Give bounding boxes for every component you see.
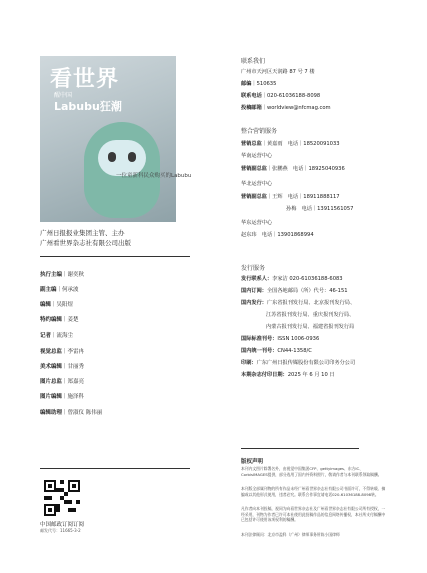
staff-role: 副主编	[40, 287, 57, 293]
qr-label: 中国邮政订阅订阅	[40, 522, 85, 528]
notice-title: 版权声明	[241, 459, 264, 465]
marketing-line: 华东运营中心	[241, 220, 273, 226]
contact-email: 投稿邮箱｜worldview@nfcmag.com	[241, 105, 331, 111]
staff-role: 记者	[40, 333, 52, 339]
marketing-line: 营销副总监｜王辉 电话｜18911888117	[241, 194, 340, 200]
postcode-label: 邮编	[241, 81, 252, 87]
staff-row: 特约编辑｜姜楚	[40, 317, 79, 323]
marketing-line-text: 王辉 电话｜18911888117	[272, 194, 340, 200]
staff-row: 视觉总监｜李雷冉	[40, 349, 85, 355]
cover-image	[40, 56, 176, 222]
distribution-line-text: CN44-1358/C	[277, 348, 312, 354]
contact-heading: 联系我们	[241, 58, 266, 65]
staff-row: 执行主编｜谢奕秋	[40, 272, 85, 278]
phone-value: 020-61036188-8098	[266, 93, 321, 99]
marketing-line: 营销副总监｜张鹏燕 电话｜18925040936	[241, 166, 345, 172]
marketing-line: 华南运营中心	[241, 153, 273, 159]
staff-name: 施泽科	[67, 394, 85, 400]
staff-role: 执行主编	[40, 272, 63, 278]
divider	[40, 256, 190, 257]
staff-role: 图片总监	[40, 379, 63, 385]
divider	[241, 448, 359, 449]
distribution-line-text: 李家洁 020-61036188-6083	[272, 276, 343, 282]
staff-role: 美术编辑	[40, 364, 63, 370]
postcode-value: 510635	[256, 81, 277, 87]
staff-name: 甘丽秀	[67, 364, 85, 370]
distribution-line	[241, 287, 348, 294]
staff-row: 图片编辑｜施泽科	[40, 394, 85, 400]
distribution-line-text: 广东省报刊发行局、北京报刊发行局、	[266, 300, 356, 306]
staff-role: 视觉总监	[40, 349, 63, 355]
distribution-line	[241, 299, 355, 306]
staff-role: 编辑助理	[40, 410, 63, 416]
staff-row: 记者｜流海尘	[40, 333, 74, 339]
cover-headline: Labubu狂潮	[54, 100, 122, 113]
distribution-line: 江苏省报刊发行局、重庆报刊发行局、	[266, 312, 355, 318]
distribution-line-label: 国内订阅：	[241, 288, 267, 294]
cover-figure-face	[98, 140, 146, 176]
staff-name: 李雷冉	[67, 349, 85, 355]
contact-phone: 联系电话｜020-61036188-8098	[241, 93, 321, 99]
distribution-line	[241, 275, 343, 282]
distribution-line-label: 印刷：	[241, 360, 257, 366]
phone-label: 联系电话	[241, 93, 262, 99]
marketing-line: 赵东玮 电话｜13901868994	[241, 232, 314, 238]
notice-paragraph: 凡作者向本刊投稿，视同为向看世界杂志社及广州看世界杂志社有限公司所有授权，一经采用，刊物为作者已许可本社使用此投稿作品的信息网络传播权，本社所支付稿酬中已包括许可使用该项权利的稿酬。	[241, 506, 386, 523]
staff-row: 美术编辑｜甘丽秀	[40, 364, 85, 370]
staff-name: 吴阳煜	[56, 302, 74, 308]
distribution-heading: 发行服务	[241, 265, 266, 272]
staff-row: 编辑｜吴阳煜	[40, 302, 74, 308]
distribution-line-text: ISSN 1006-0936	[277, 336, 320, 342]
staff-role: 编辑	[40, 302, 52, 308]
staff-name: 何承波	[62, 287, 79, 293]
marketing-line: 营销总监｜黄嘉雨 电话｜18520091033	[241, 141, 340, 147]
cover-title: 看世界	[50, 66, 120, 92]
distribution-line	[241, 335, 319, 342]
distribution-line-label: 国内发行：	[241, 300, 267, 306]
staff-name: 流海尘	[56, 333, 74, 339]
notice-paragraph: 本刊版全部属刊物的所有作品未经广州看世界杂志社有限公司书面许可，不得转载、摘编或以其他形式使用，违者必究。联系合作事宜请电话020-61036188-8098转。	[241, 486, 386, 497]
marketing-line-label: 营销副总监	[241, 166, 267, 172]
distribution-line-label: 本期杂志付印日期：	[241, 372, 288, 378]
staff-name: 谢奕秋	[67, 272, 85, 278]
marketing-line: 华北运营中心	[241, 181, 273, 187]
qr-code-icon	[44, 480, 80, 516]
distribution-line: 内蒙古报刊发行局、福建省报刊发行局	[266, 324, 355, 330]
notice-paragraph: 本刊内文图片除署名外，由视觉中国集团CFP、gettyimages、东方IC、CorbisIMAGES提供，部分选用了国内外资料照片，敬请作者与本刊联系领取稿酬。	[241, 466, 382, 477]
contact-address: 广州市天河区天润路 87 号 7 楼	[241, 69, 315, 75]
publisher-line: 广州看世界杂志社有限公司出版	[40, 239, 131, 247]
cover-subtitle: 醒中国	[54, 92, 73, 99]
publisher-line: 广州日报报业集团主管、主办	[40, 229, 125, 237]
staff-name: 曾淑仪 陈伟丽	[67, 410, 103, 416]
marketing-line-text: 张鹏燕 电话｜18925040936	[272, 166, 345, 172]
marketing-line: 孙梅 电话｜13911561057	[286, 206, 354, 212]
staff-name: 郑嘉亮	[67, 379, 85, 385]
distribution-line-text: 广东广州日报传媒股份有限公司印务分公司	[256, 360, 356, 366]
staff-row: 副主编｜何承波	[40, 287, 79, 293]
staff-role: 图片编辑	[40, 394, 63, 400]
marketing-line-label: 营销总监	[241, 141, 262, 147]
marketing-line-label: 营销副总监	[241, 194, 267, 200]
divider	[40, 468, 190, 469]
staff-row: 编辑助理｜曾淑仪 陈伟丽	[40, 410, 103, 416]
marketing-heading: 整合营销服务	[241, 128, 278, 135]
staff-row: 图片总监｜郑嘉亮	[40, 379, 85, 385]
email-value[interactable]: worldview@nfcmag.com	[266, 105, 331, 111]
distribution-line-label: 国内统一刊号：	[241, 348, 278, 354]
contact-postcode: 邮编｜510635	[241, 81, 277, 87]
cover-figure-eye	[128, 152, 136, 162]
distribution-line-text: 全国各地邮局（所）代号：46-151	[266, 288, 348, 294]
marketing-line-text: 黄嘉雨 电话｜18520091033	[266, 141, 340, 147]
distribution-line	[241, 371, 335, 378]
distribution-line	[241, 347, 312, 354]
distribution-line-label: 国际标准刊号：	[241, 336, 278, 342]
publisher-info	[40, 228, 131, 248]
distribution-line	[241, 359, 355, 366]
notice-paragraph: 本刊法律顾问：北京市盈科（广州）律师事务所陈小国律师	[241, 532, 340, 537]
cover-caption: 一位童新科民众购买的Labubu	[116, 173, 192, 179]
qr-sub-label: 邮发代号：11665-3-2	[40, 528, 81, 533]
staff-role: 特约编辑	[40, 317, 63, 323]
cover-figure-eye	[108, 152, 116, 162]
distribution-line-text: 2025 年 6 月 10 日	[287, 372, 335, 378]
staff-name: 姜楚	[67, 317, 79, 323]
email-label: 投稿邮箱	[241, 105, 262, 111]
distribution-line-label: 发行联系人：	[241, 276, 273, 282]
